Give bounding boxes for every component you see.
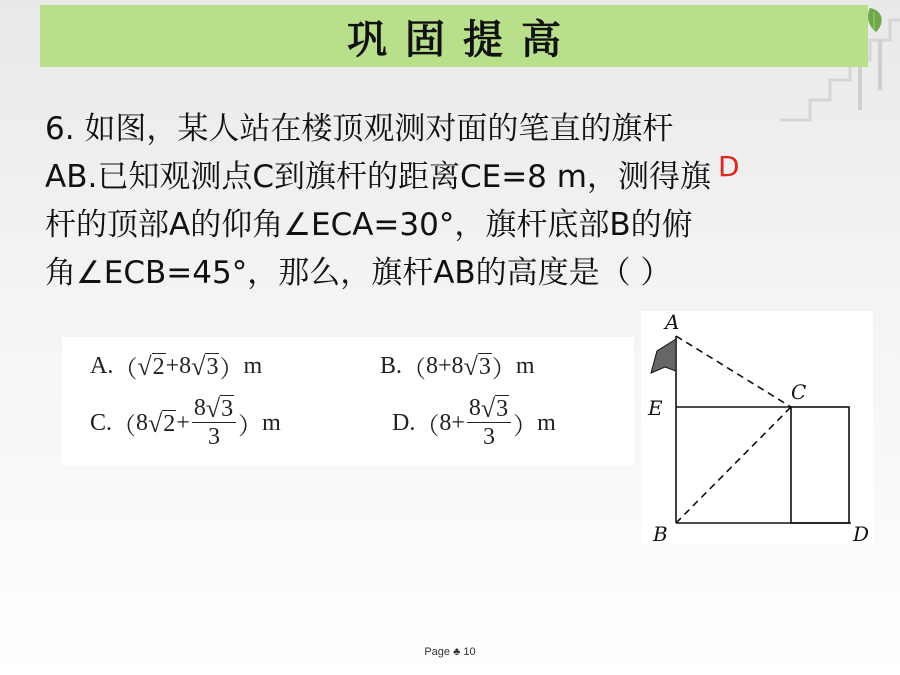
option-d: D. （ 8+ 8 √ 3 3 ） m (392, 394, 556, 451)
answer-mark: D (718, 150, 740, 183)
page-footer (0, 646, 900, 658)
label-e: E (648, 396, 663, 420)
geometry-figure (641, 311, 873, 544)
question-line: 杆的顶部A的仰角∠ECA=30°，旗杆底部B的俯 (45, 207, 693, 243)
answer-options (62, 337, 634, 465)
flag-icon (651, 339, 676, 373)
sight-line-ca (676, 336, 791, 407)
question-text (45, 105, 850, 297)
option-a: A. （ √ 2 +8 √ 3 ） m (90, 352, 263, 383)
club-icon: ♣ (453, 646, 461, 658)
question-line: 角∠ECB=45°，那么，旗杆AB的高度是（ ） (45, 255, 672, 291)
leaf-icon (868, 8, 882, 32)
sight-line-cb (676, 407, 791, 523)
building (791, 407, 849, 523)
label-b: B (653, 522, 668, 544)
slide-title: 巩固提高 (347, 15, 579, 63)
geometry-diagram (641, 311, 873, 544)
option-b: B. （ 8+8 √ 3 ） m (380, 352, 535, 383)
label-c: C (791, 380, 807, 404)
question-line: 6. 如图，某人站在楼顶观测对面的笔直的旗杆 (45, 111, 674, 147)
question-line: AB.已知观测点C到旗杆的距离CE=8 m，测得旗 (45, 159, 711, 195)
label-a: A (665, 311, 680, 334)
option-c: C. （ 8 √ 2 + 8 √ 3 3 ） m (90, 394, 281, 451)
page-label: Page (424, 646, 451, 658)
title-bar (40, 5, 868, 67)
label-d: D (853, 522, 870, 544)
page-number: 10 (463, 646, 476, 658)
